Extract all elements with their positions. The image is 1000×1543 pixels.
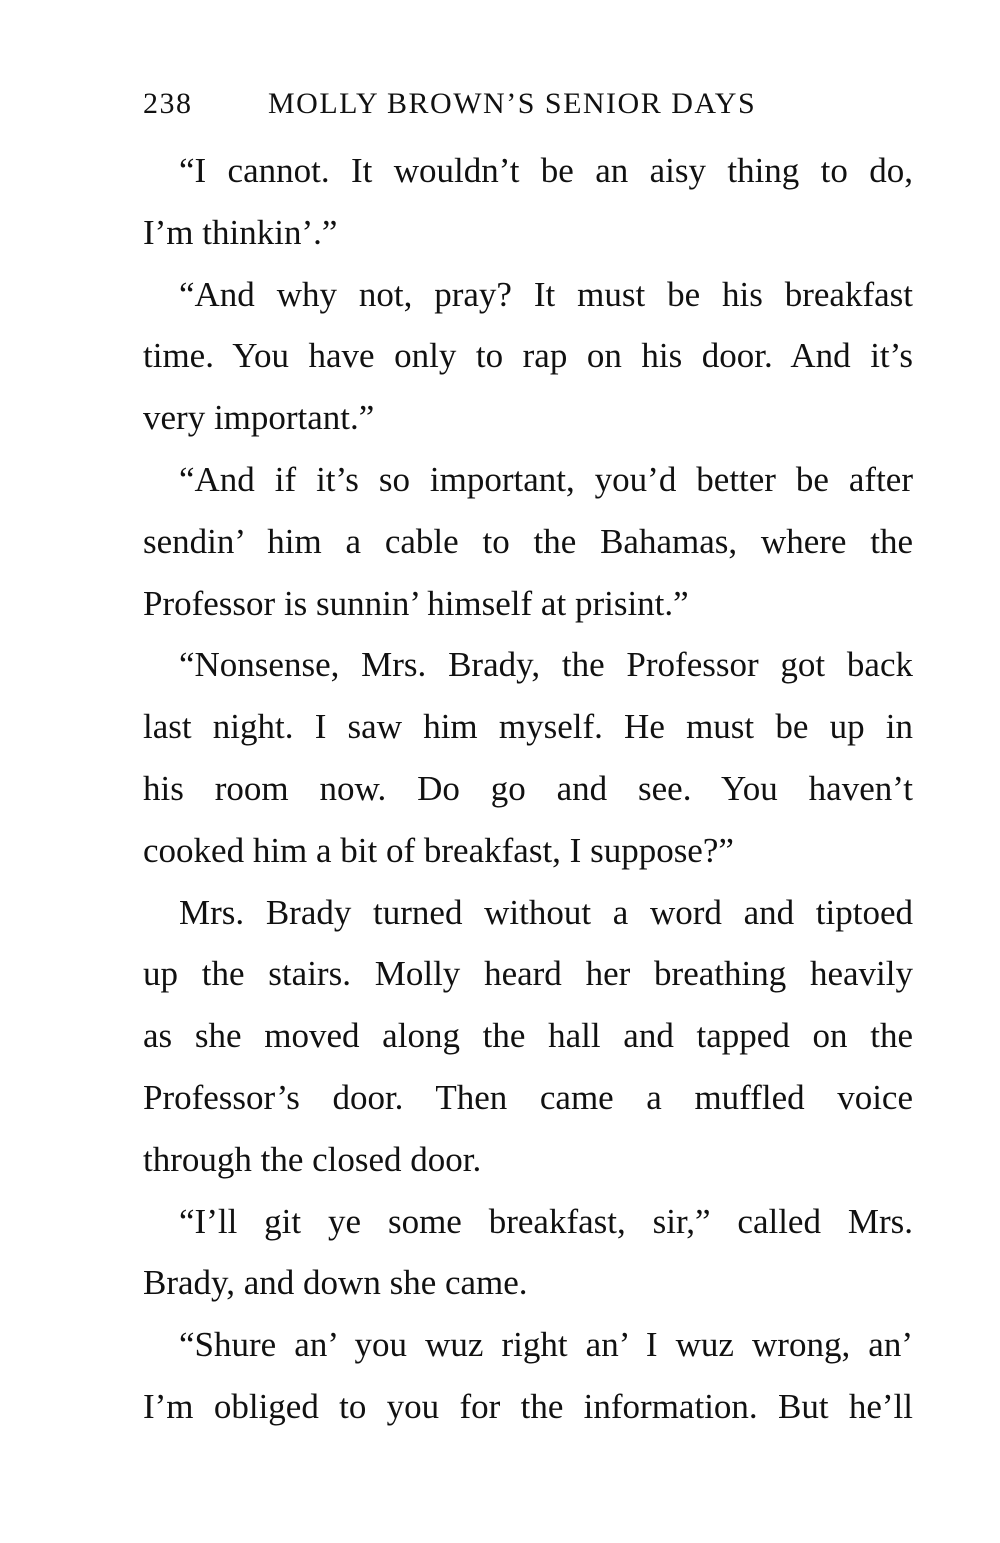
text-line: last night. I saw him myself. He must be up in <box>143 707 913 747</box>
text-line: very important.” <box>143 398 375 438</box>
text-line: “And if it’s so important, you’d better be after <box>179 459 913 499</box>
text-line: sendin’ him a cable to the Bahamas, where the <box>143 521 913 561</box>
text-line: I’m thinkin’.” <box>143 212 338 252</box>
text-line: “I’ll git ye some breakfast, sir,” called Mrs. <box>179 1201 913 1241</box>
text-line: up the stairs. Molly heard her breathing heavily <box>143 954 913 994</box>
text-line: Professor is sunnin’ himself at prisint.” <box>143 583 689 623</box>
text-line: Mrs. Brady turned without a word and tiptoed <box>179 892 913 932</box>
text-line: through the closed door. <box>143 1139 482 1179</box>
text-line: “Shure an’ you wuz right an’ I wuz wrong, an’ <box>179 1325 913 1365</box>
text-line: I’m obliged to you for the information. But he’ll <box>143 1386 913 1426</box>
text-line: cooked him a bit of breakfast, I suppose?” <box>143 830 734 870</box>
text-line: his room now. Do go and see. You haven’t <box>143 768 913 808</box>
page-number: 238 <box>143 87 193 120</box>
running-head <box>143 80 913 128</box>
body-text <box>143 140 913 1438</box>
text-line: time. You have only to rap on his door. And it’s <box>143 336 913 376</box>
text-line: as she moved along the hall and tapped on the <box>143 1016 913 1056</box>
text-line: Professor’s door. Then came a muffled voice <box>143 1077 913 1117</box>
text-line: “Nonsense, Mrs. Brady, the Professor got back <box>179 645 913 685</box>
text-line: Brady, and down she came. <box>143 1263 528 1303</box>
book-title: MOLLY BROWN’S SENIOR DAYS <box>268 87 757 120</box>
text-line: “I cannot. It wouldn’t be an aisy thing to do, <box>179 151 913 190</box>
text-line: “And why not, pray? It must be his breakfast <box>179 274 913 314</box>
